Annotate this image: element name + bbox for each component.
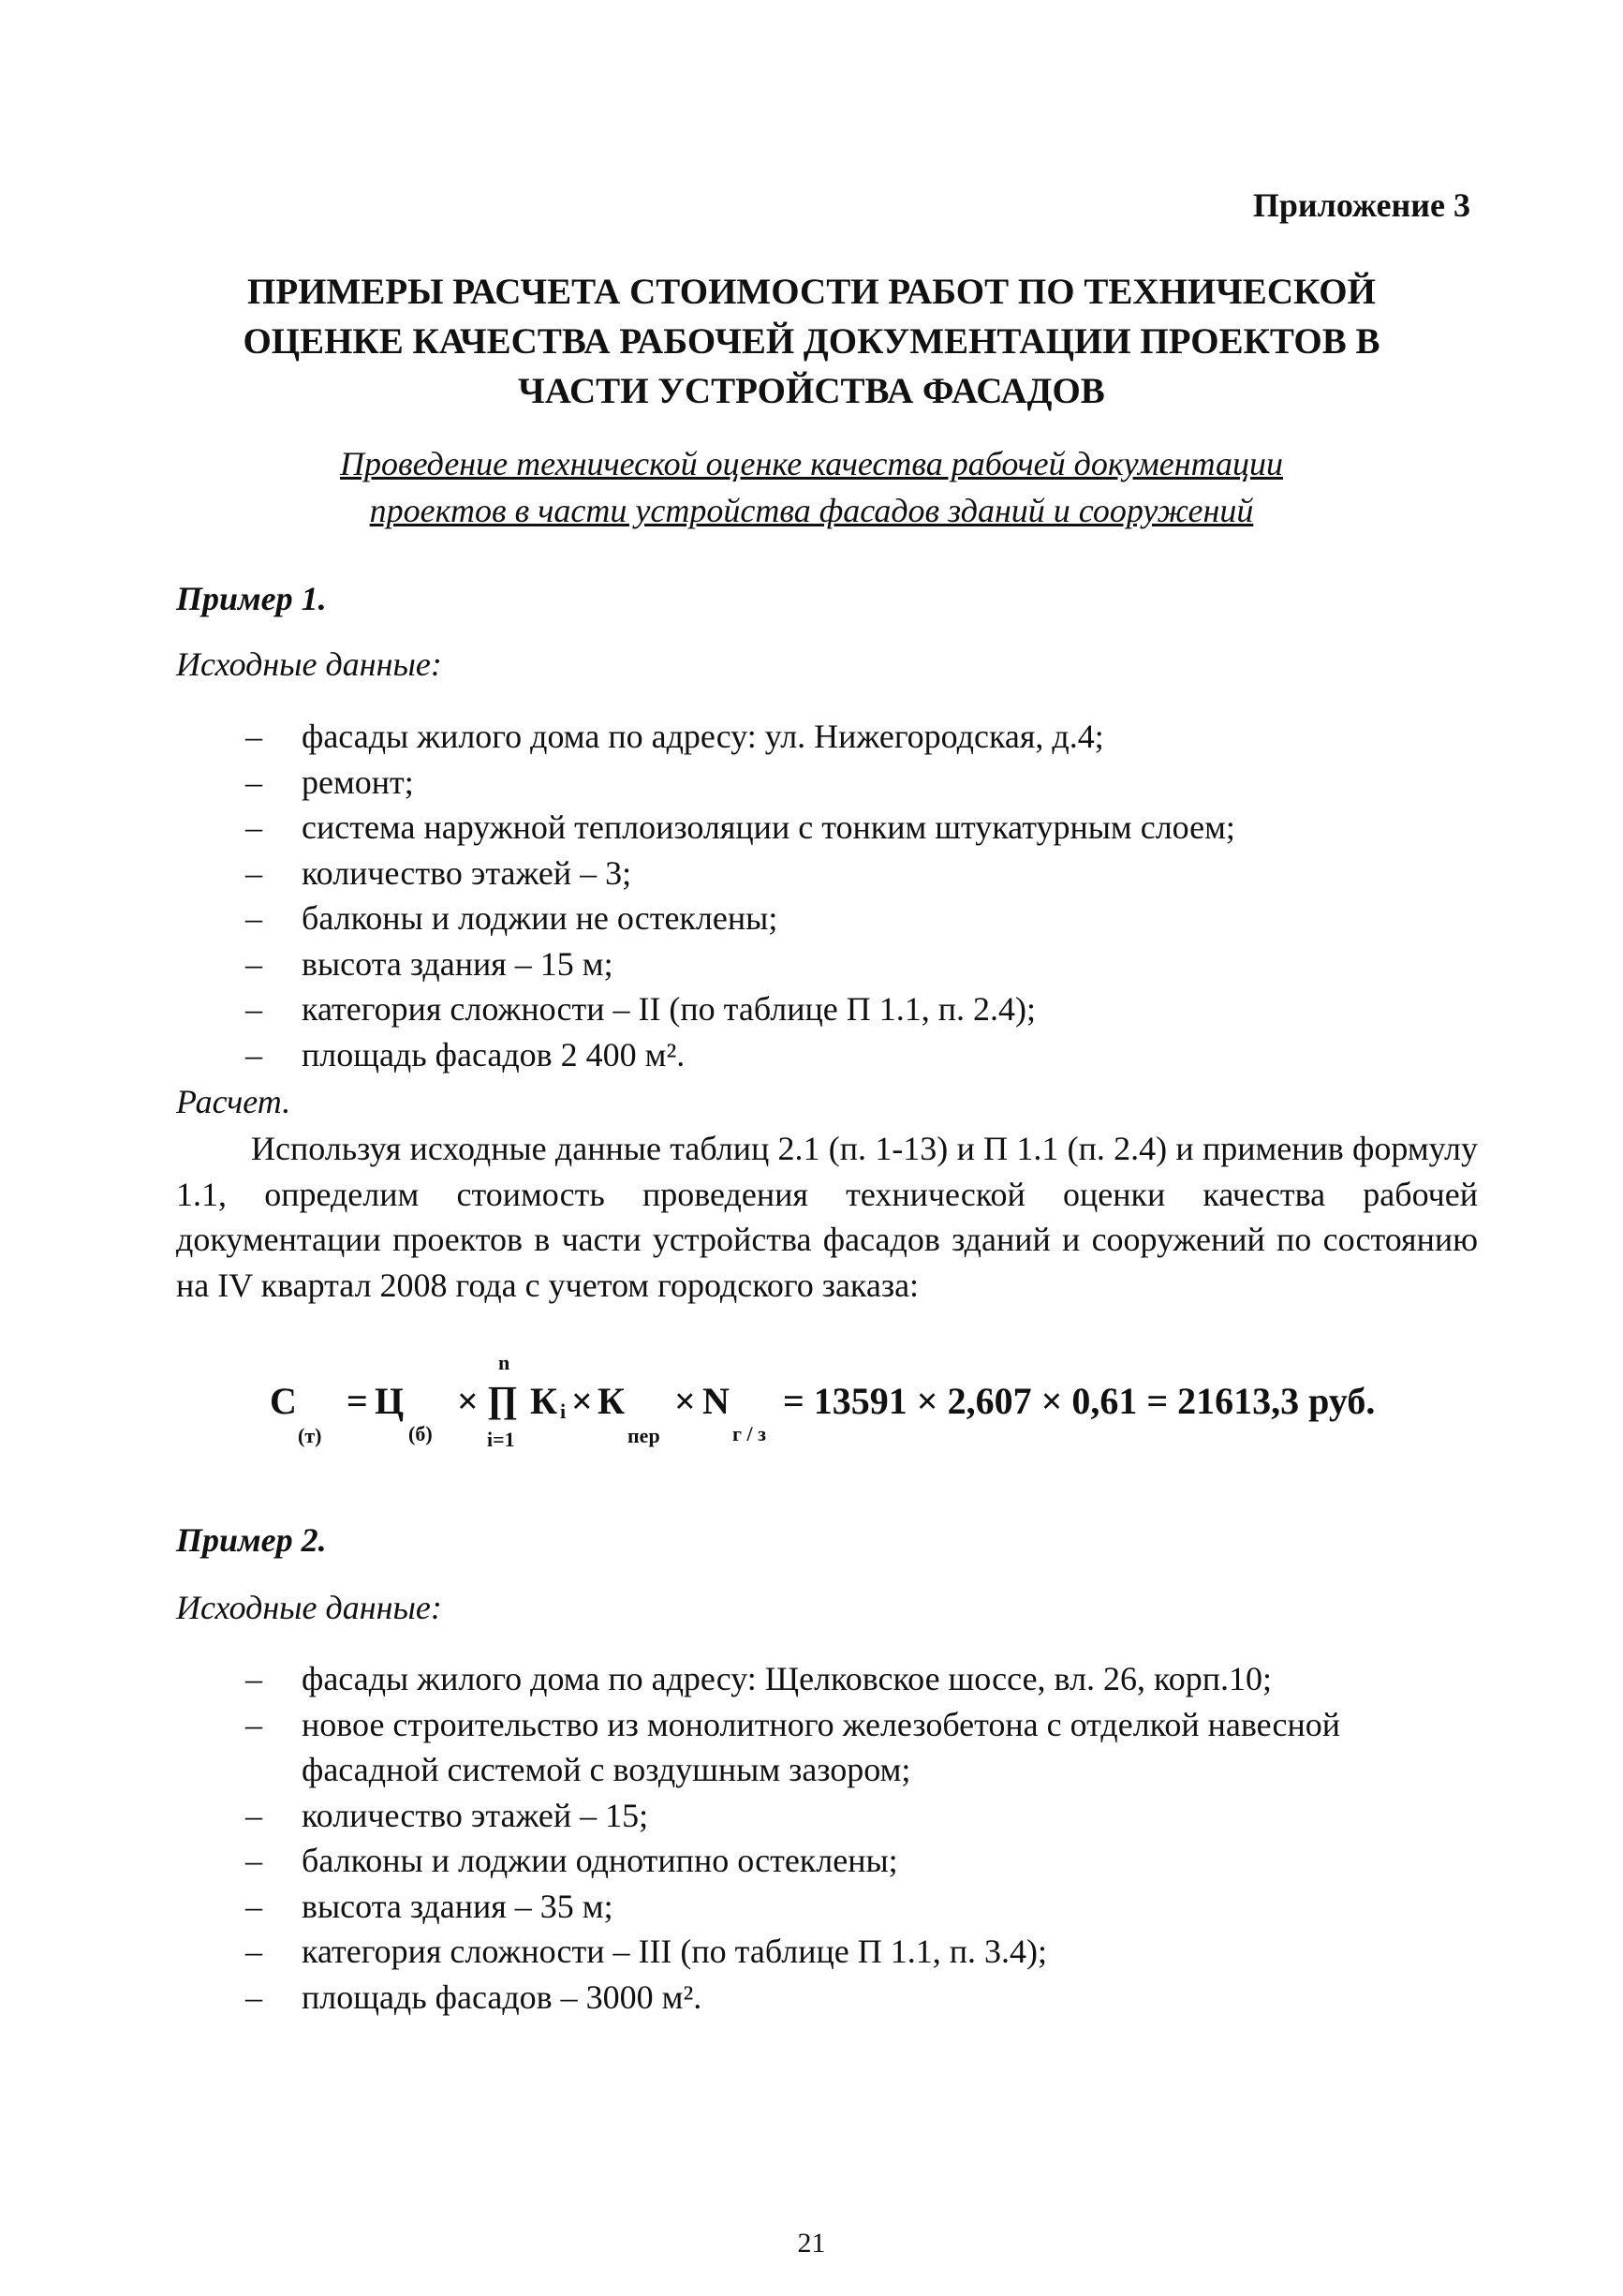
appendix-label: Приложение 3 xyxy=(1252,186,1470,224)
list-item: – количество этажей – 15; xyxy=(245,1793,1482,1839)
formula-n: N xyxy=(702,1380,730,1422)
formula-times-1: × xyxy=(457,1380,479,1422)
formula-k: К xyxy=(530,1380,558,1422)
list-item: – ремонт; xyxy=(245,760,1482,806)
formula-times-2: × xyxy=(571,1380,593,1422)
list-item: – балконы и лоджии не остеклены; xyxy=(245,896,1482,941)
list-item: – площадь фасадов 2 400 м². xyxy=(245,1032,1482,1078)
list-item: – система наружной теплоизоляции с тонким штукатурным слоем; xyxy=(245,805,1482,851)
list-item: – балконы и лоджии однотипно остеклены; xyxy=(245,1838,1482,1884)
formula-prod-symbol: ∏ xyxy=(487,1378,518,1420)
list-item: – категория сложности – III (по таблице П 1.1, п. 3.4); xyxy=(245,1929,1482,1975)
formula-ts-sub: (б) xyxy=(408,1422,433,1445)
page-number: 21 xyxy=(797,2228,826,2259)
list-item: – высота здания – 15 м; xyxy=(245,941,1482,987)
list-item: – высота здания – 35 м; xyxy=(245,1884,1482,1930)
formula-eq: = xyxy=(347,1380,368,1422)
example-2-source-label: Исходные данные: xyxy=(176,1589,442,1626)
list-item: – фасады жилого дома по адресу: ул. Нижегородская, д.4; xyxy=(245,714,1482,760)
cost-formula xyxy=(270,1351,1431,1454)
formula-n-sub: г / з xyxy=(732,1422,766,1445)
list-item: – количество этажей – 3; xyxy=(245,851,1482,896)
formula-prod-upper: n xyxy=(498,1351,510,1374)
formula-result: = 13591 × 2,607 × 0,61 = 21613,3 руб. xyxy=(783,1380,1376,1422)
formula-k2-sub: пер xyxy=(627,1424,660,1447)
list-item: – категория сложности – II (по таблице П 1.1, п. 2.4); xyxy=(245,986,1482,1032)
formula-ts: Ц xyxy=(375,1380,405,1422)
example-1-source-label: Исходные данные: xyxy=(176,645,442,683)
document-title xyxy=(150,267,1473,416)
subtitle-line-2: проектов в части устройства фасадов зданий и сооружений xyxy=(369,492,1254,529)
formula-c: С xyxy=(270,1380,297,1422)
formula-c-sub: (т) xyxy=(298,1424,322,1447)
title-line-2: ОЦЕНКЕ КАЧЕСТВА РАБОЧЕЙ ДОКУМЕНТАЦИИ ПРОЕКТОВ В xyxy=(243,321,1380,362)
formula-times-3: × xyxy=(674,1380,696,1422)
subtitle-line-1: Проведение технической оценке качества рабочей документации xyxy=(339,445,1284,482)
list-item: – новое строительство из монолитного железобетона с отделкой навесной фасадной системой с воздушным зазором; xyxy=(245,1702,1482,1793)
example-1-calc-text: Используя исходные данные таблиц 2.1 (п. 1-13) и П 1.1 (п. 2.4) и применив формулу 1.1, определим стоимость проведения технической оценки качества рабочей документации проектов в части устройства фасадов зданий и сооружений по состоянию на IV квартал 2008 года с учетом городского заказа: xyxy=(176,1130,1478,1304)
formula-k-sub: i xyxy=(560,1400,567,1423)
example-1-source-list xyxy=(245,714,1482,1077)
example-2-heading: Пример 2. xyxy=(176,1521,327,1559)
list-item: – фасады жилого дома по адресу: Щелковское шоссе, вл. 26, корп.10; xyxy=(245,1656,1482,1702)
title-line-3: ЧАСТИ УСТРОЙСТВА ФАСАДОВ xyxy=(518,371,1105,411)
formula-prod-lower: i=1 xyxy=(487,1428,515,1451)
formula-k2: К xyxy=(598,1380,626,1422)
list-item: – площадь фасадов – 3000 м². xyxy=(245,1975,1482,2021)
example-1-calc-label: Расчет. xyxy=(176,1083,291,1120)
example-1-heading: Пример 1. xyxy=(176,580,327,617)
example-2-source-list xyxy=(245,1656,1482,2020)
document-subtitle xyxy=(150,440,1473,534)
title-line-1: ПРИМЕРЫ РАСЧЕТА СТОИМОСТИ РАБОТ ПО ТЕХНИЧЕСКОЙ xyxy=(247,272,1376,312)
